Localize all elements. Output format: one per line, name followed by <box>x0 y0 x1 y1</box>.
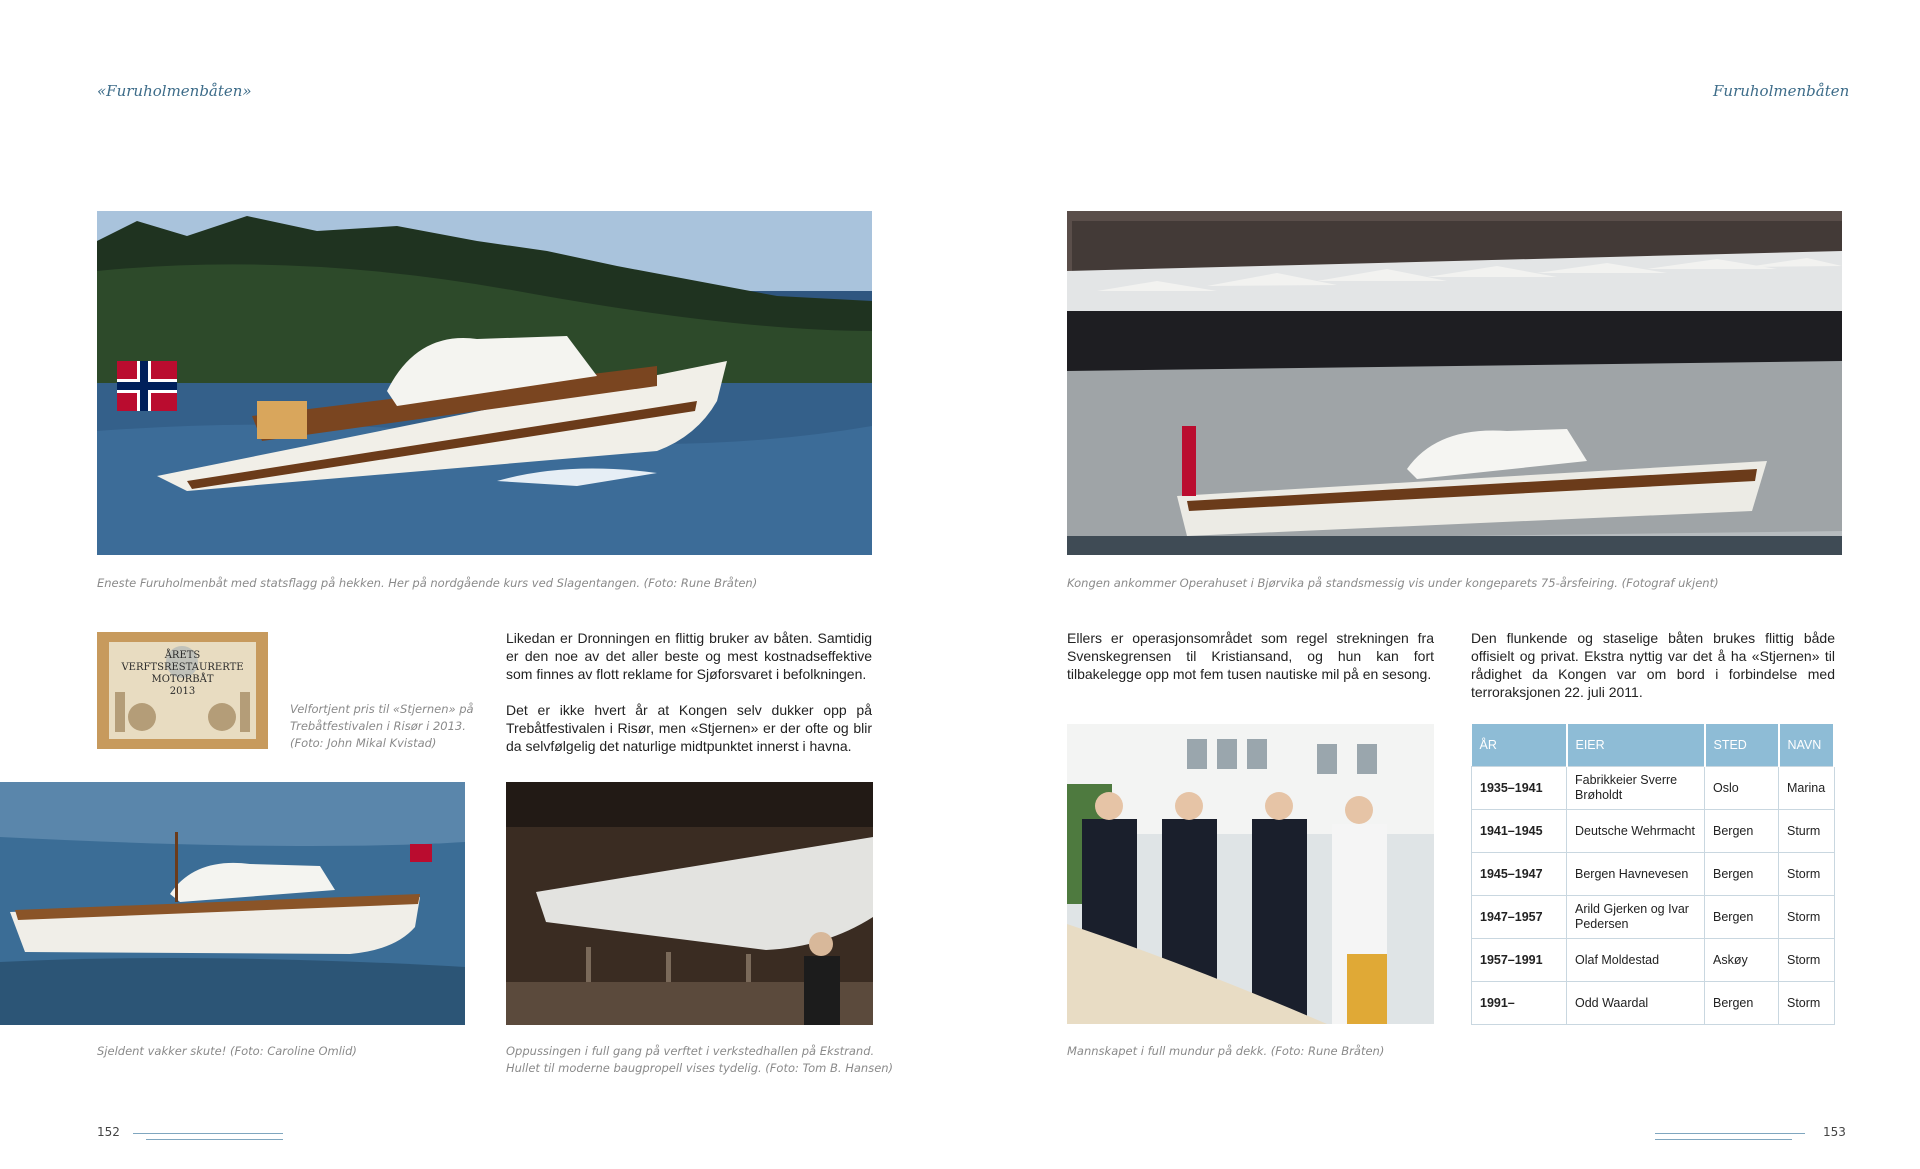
footer-rule-left <box>146 1139 283 1140</box>
table-header-name: NAVN <box>1779 724 1835 767</box>
photo-boat-with-flag <box>97 211 872 555</box>
cell-name: Storm <box>1779 939 1835 982</box>
caption-boat-with-flag: Eneste Furuholmenbåt med statsflagg på hekken. Her på nordgående kurs ved Slagentangen. (Foto: Rune Bråten) <box>97 576 758 590</box>
caption-award-plaque <box>290 701 474 752</box>
footer-rule-right <box>1655 1133 1805 1134</box>
caption-boat-skute: Sjeldent vakker skute! (Foto: Caroline Omlid) <box>97 1044 357 1058</box>
photo-opera-house <box>1067 211 1842 555</box>
table-header-owner: EIER <box>1567 724 1705 767</box>
footer-rule-right <box>1655 1139 1792 1140</box>
plaque-line: VERFTSRESTAURERTE <box>121 662 244 673</box>
cell-owner: Deutsche Wehrmacht <box>1567 810 1705 853</box>
ownership-table <box>1471 724 1835 1025</box>
cell-name: Marina <box>1779 767 1835 810</box>
cell-owner: Arild Gjerken og Ivar Pedersen <box>1567 896 1705 939</box>
footer-rule-left <box>133 1133 283 1134</box>
photo-workshop <box>506 782 873 1025</box>
caption-line: Trebåtfestivalen i Risør i 2013. <box>290 719 466 733</box>
cell-owner: Bergen Havnevesen <box>1567 853 1705 896</box>
plaque-line: 2013 <box>169 686 196 697</box>
photo-boat-skute <box>0 782 465 1025</box>
table-header-place: STED <box>1705 724 1779 767</box>
body-text-left-page <box>506 629 872 773</box>
cell-year: 1957–1991 <box>1472 939 1567 982</box>
table-row <box>1472 982 1835 1025</box>
page-number-left: 152 <box>97 1125 120 1139</box>
caption-line: (Foto: John Mikal Kvistad) <box>290 736 437 750</box>
cell-year: 1991– <box>1472 982 1567 1025</box>
cell-place: Bergen <box>1705 896 1779 939</box>
table-header-row <box>1472 724 1835 767</box>
running-header-left: «Furuholmenbåten» <box>97 82 252 100</box>
caption-line: Oppussingen i full gang på verftet i verkstedhallen på Ekstrand. <box>506 1044 875 1058</box>
body-text-right-col-b <box>1471 629 1835 719</box>
cell-name: Storm <box>1779 896 1835 939</box>
caption-line: Velfortjent pris til «Stjernen» på <box>290 702 474 716</box>
table-row <box>1472 810 1835 853</box>
table-row <box>1472 853 1835 896</box>
table-row <box>1472 939 1835 982</box>
cell-year: 1947–1957 <box>1472 896 1567 939</box>
cell-owner: Olaf Moldestad <box>1567 939 1705 982</box>
table-header-year: ÅR <box>1472 724 1567 767</box>
cell-year: 1935–1941 <box>1472 767 1567 810</box>
paragraph: Likedan er Dronningen en flittig bruker av båten. Samtidig er den noe av det aller beste og mest kostnadseffektive som finnes av flott reklame for Sjøforsvaret i befolkningen. <box>506 630 872 682</box>
running-header-right: Furuholmenbåten <box>1713 82 1850 100</box>
caption-line: Hullet til moderne baugpropell vises tydelig. (Foto: Tom B. Hansen) <box>506 1061 894 1075</box>
table-row <box>1472 767 1835 810</box>
plaque-line: ÅRETS <box>164 650 201 661</box>
cell-place: Oslo <box>1705 767 1779 810</box>
cell-year: 1941–1945 <box>1472 810 1567 853</box>
cell-place: Bergen <box>1705 853 1779 896</box>
paragraph: Ellers er operasjonsområdet som regel strekningen fra Svenskegrensen til Kristiansand, og hun kan fort tilbakelegge opp mot fem tusen nautiske mil på en sesong. <box>1067 630 1434 682</box>
cell-owner: Fabrikkeier Sverre Brøholdt <box>1567 767 1705 810</box>
cell-place: Bergen <box>1705 982 1779 1025</box>
cell-place: Askøy <box>1705 939 1779 982</box>
caption-workshop <box>506 1043 893 1077</box>
cell-name: Storm <box>1779 853 1835 896</box>
photo-award-plaque <box>97 632 268 749</box>
paragraph: Den flunkende og staselige båten brukes flittig både offisielt og privat. Ekstra nyttig var det å ha «Stjernen» til rådighet da Kongen var om bord i forbindelse med terroraksjonen 22. juli 2011. <box>1471 630 1835 700</box>
page-number-right: 153 <box>1823 1125 1846 1139</box>
cell-year: 1945–1947 <box>1472 853 1567 896</box>
photo-crew <box>1067 724 1434 1024</box>
caption-opera-house: Kongen ankommer Operahuset i Bjørvika på standsmessig vis under kongeparets 75-årsfeiring. (Fotograf ukjent) <box>1067 576 1719 590</box>
cell-name: Storm <box>1779 982 1835 1025</box>
body-text-right-col-a <box>1067 629 1434 701</box>
plaque-line: MOTORBÅT <box>151 674 214 685</box>
paragraph: Det er ikke hvert år at Kongen selv dukker opp på Trebåtfestivalen i Risør, men «Stjernen» er der ofte og blir da selvfølgelig det naturlige midtpunktet innerst i havna. <box>506 702 872 754</box>
table-row <box>1472 896 1835 939</box>
caption-crew: Mannskapet i full mundur på dekk. (Foto: Rune Bråten) <box>1067 1044 1385 1058</box>
cell-name: Sturm <box>1779 810 1835 853</box>
cell-owner: Odd Waardal <box>1567 982 1705 1025</box>
cell-place: Bergen <box>1705 810 1779 853</box>
